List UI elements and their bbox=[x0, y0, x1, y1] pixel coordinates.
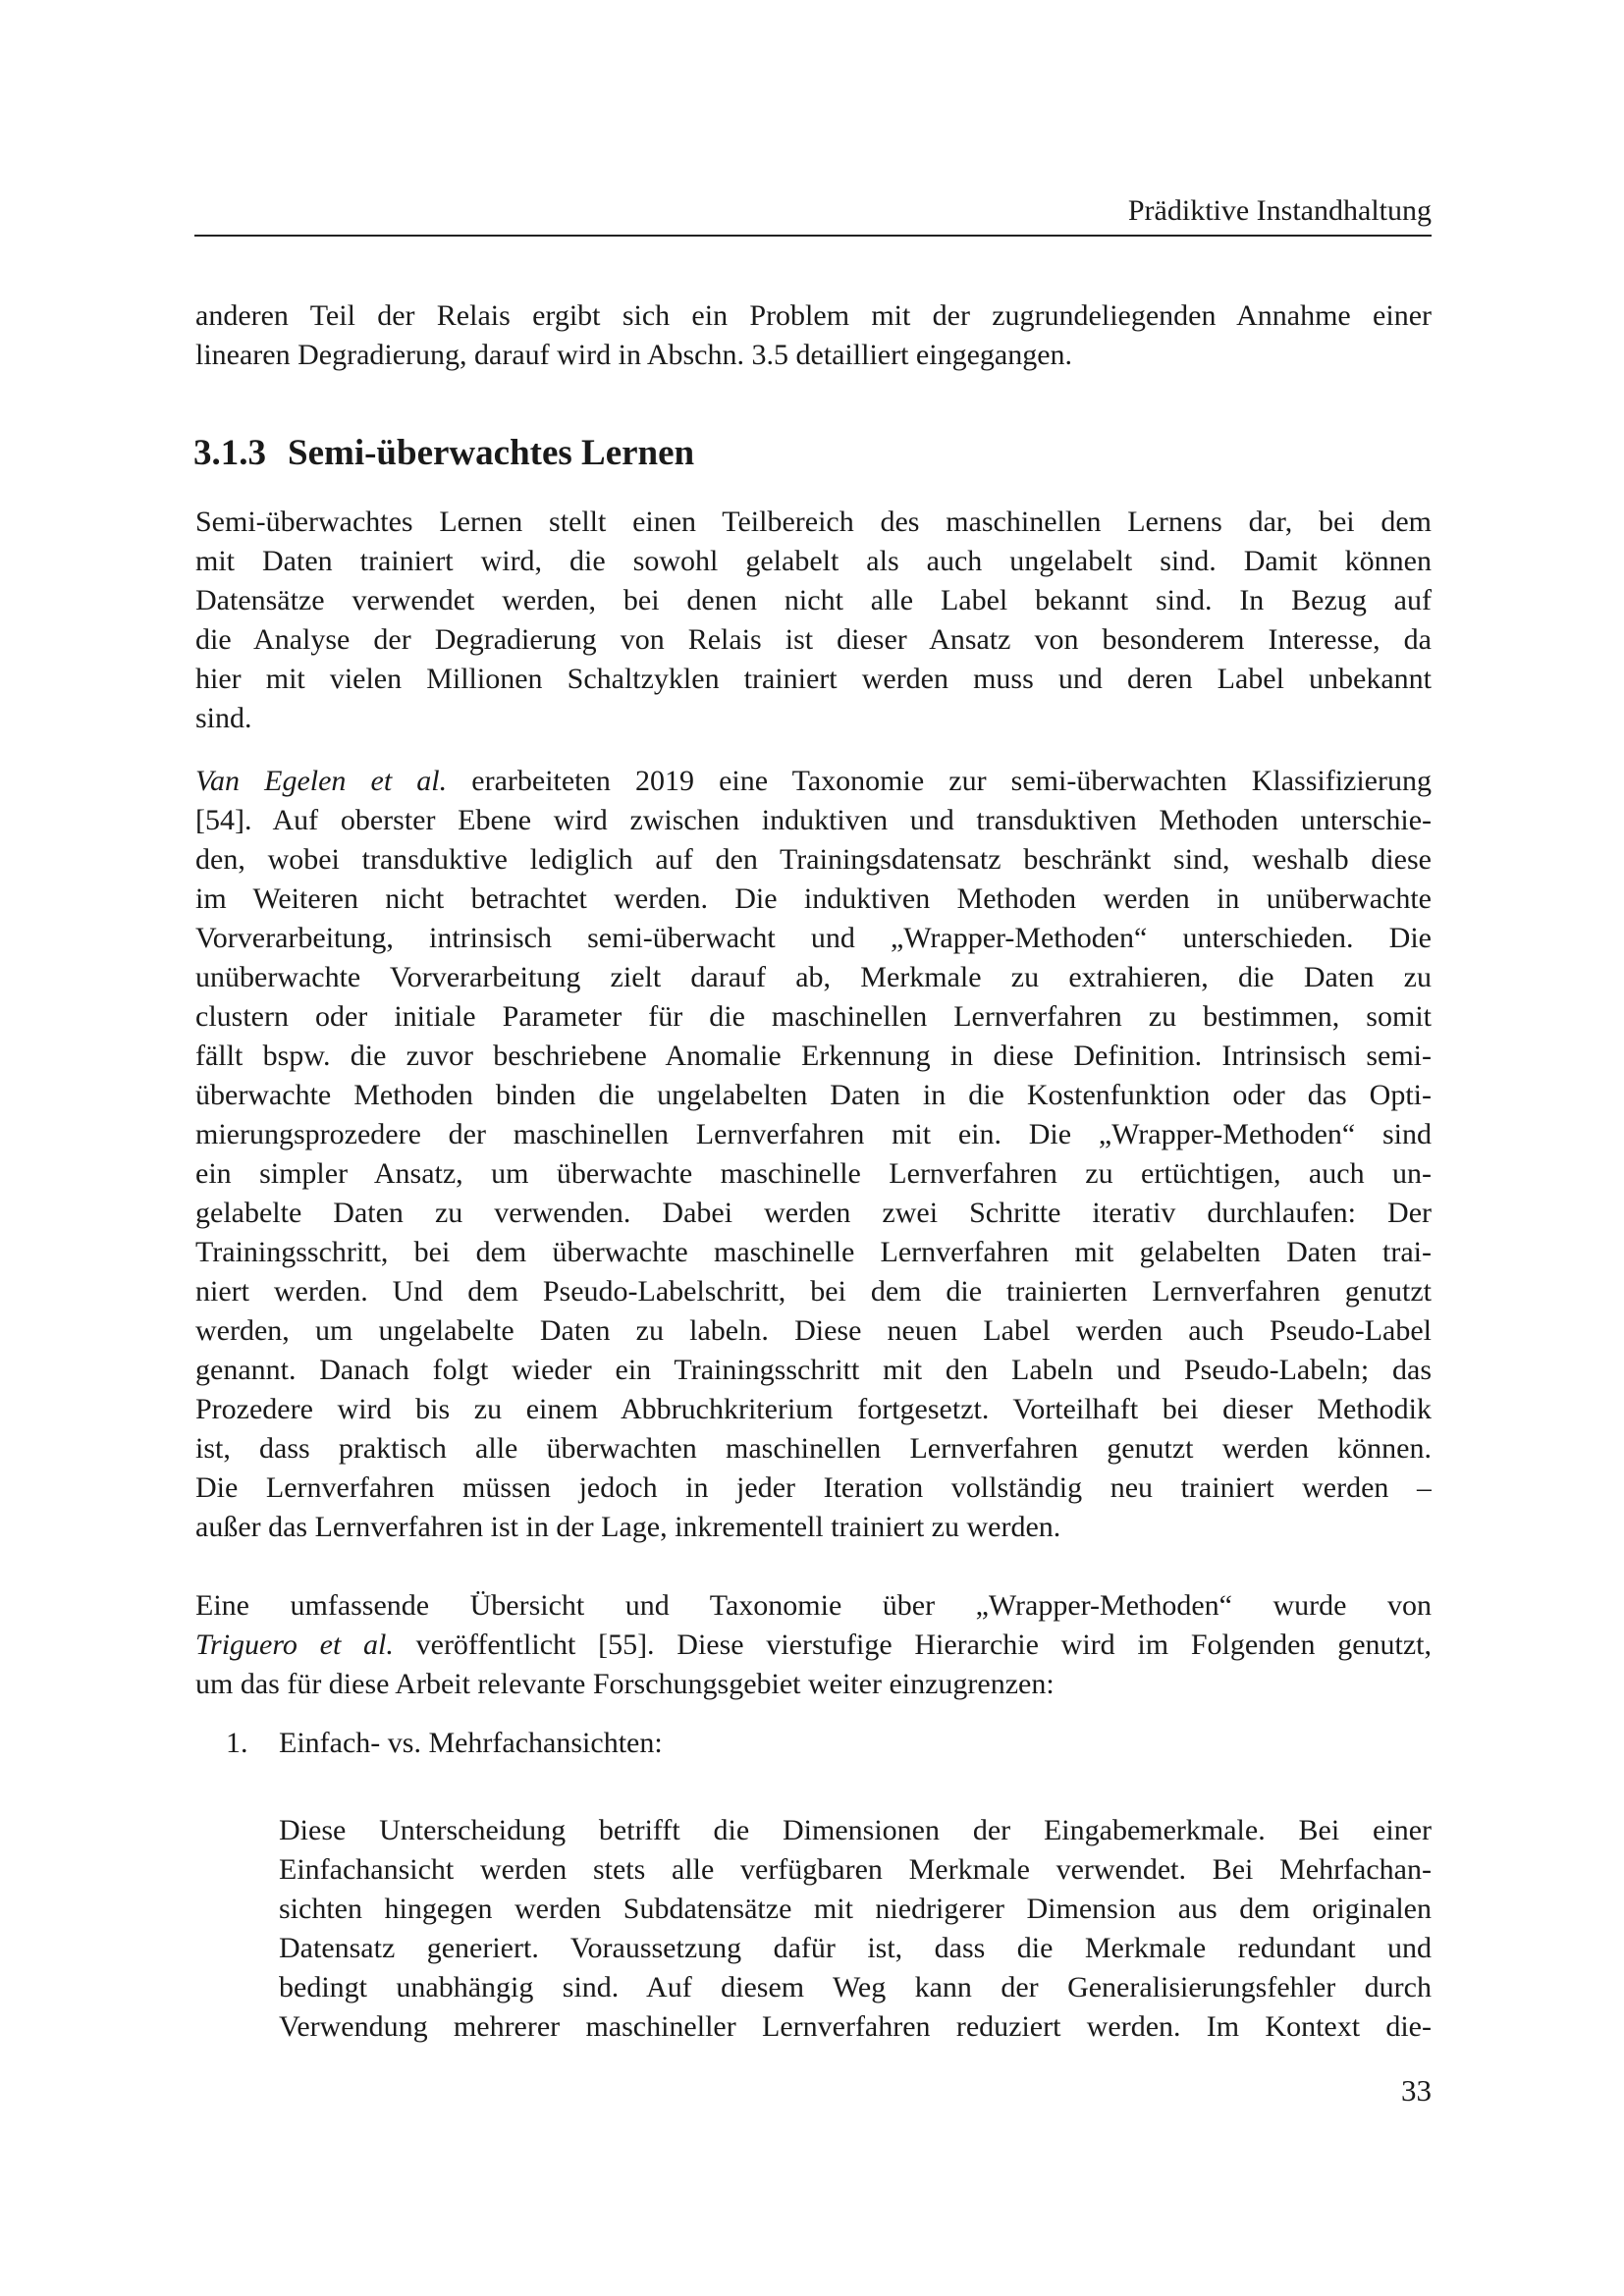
header-rule bbox=[194, 235, 1432, 237]
list-item-1 bbox=[226, 1724, 663, 1763]
text-line: ein simpler Ansatz, um überwachte maschinelle Lernverfahren zu ertüchtigen, auch un- bbox=[195, 1157, 1432, 1190]
text-line: unüberwachte Vorverarbeitung zielt darauf ab, Merkmale zu extrahieren, die Daten zu bbox=[195, 961, 1432, 993]
paragraph-wrapper-overview bbox=[195, 1586, 1432, 1704]
text-line: Trainingsschritt, bei dem überwachte maschinelle Lernverfahren mit gelabelten Daten trai- bbox=[195, 1236, 1432, 1268]
text-line: mit Daten trainiert wird, die sowohl gelabelt als auch ungelabelt sind. Damit können bbox=[195, 545, 1432, 577]
text-line: Semi-überwachtes Lernen stellt einen Teilbereich des maschinellen Lernens dar, bei dem bbox=[195, 506, 1432, 538]
text-line: clustern oder initiale Parameter für die maschinellen Lernverfahren zu bestimmen, somit bbox=[195, 1000, 1432, 1033]
text-line: anderen Teil der Relais ergibt sich ein Problem mit der zugrundeliegenden Annahme einer bbox=[195, 299, 1432, 332]
text-line: um das für diese Arbeit relevante Forschungsgebiet weiter einzugrenzen: bbox=[195, 1668, 1055, 1700]
text-line: Prozedere wird bis zu einem Abbruchkriterium fortgesetzt. Vorteilhaft bei dieser Methodik bbox=[195, 1393, 1432, 1425]
text-line: sind. bbox=[195, 702, 252, 734]
page-number: 33 bbox=[1401, 2073, 1432, 2108]
text-line: genannt. Danach folgt wieder ein Trainingsschritt mit den Labeln und Pseudo-Labeln; das bbox=[195, 1354, 1432, 1386]
section-title: Semi-überwachtes Lernen bbox=[288, 433, 695, 473]
text-line: [54]. Auf oberster Ebene wird zwischen induktiven und transduktiven Methoden unterschie- bbox=[195, 804, 1432, 836]
section-heading bbox=[193, 432, 694, 475]
text-line: die Analyse der Degradierung von Relais ist dieser Ansatz von besonderem Interesse, da bbox=[195, 623, 1432, 656]
text-line: Datensatz generiert. Voraussetzung dafür ist, dass die Merkmale redundant und bbox=[279, 1932, 1432, 1964]
text-line: Diese Unterscheidung betrifft die Dimensionen der Eingabemerkmale. Bei einer bbox=[279, 1814, 1432, 1846]
text-line: Verwendung mehrerer maschineller Lernverfahren reduziert werden. Im Kontext die- bbox=[279, 2010, 1432, 2043]
text-line: Vorverarbeitung, intrinsisch semi-überwacht und „Wrapper-Methoden“ unterschieden. Die bbox=[195, 922, 1432, 954]
text-line: ist, dass praktisch alle überwachten maschinellen Lernverfahren genutzt werden können. bbox=[195, 1432, 1432, 1465]
text-line: außer das Lernverfahren ist in der Lage, inkrementell trainiert zu werden. bbox=[195, 1511, 1061, 1543]
text-line: hier mit vielen Millionen Schaltzyklen trainiert werden muss und deren Label unbekannt bbox=[195, 663, 1432, 695]
text-line: Die Lernverfahren müssen jedoch in jeder Iteration vollständig neu trainiert werden – bbox=[195, 1471, 1432, 1504]
text-line: im Weiteren nicht betrachtet werden. Die induktiven Methoden werden in unüberwachte bbox=[195, 882, 1432, 915]
text-line: den, wobei transduktive lediglich auf den Trainingsdatensatz beschränkt sind, weshalb diese bbox=[195, 843, 1432, 876]
paragraph-semi-supervised bbox=[195, 503, 1432, 738]
text-line: linearen Degradierung, darauf wird in Abschn. 3.5 detailliert eingegangen. bbox=[195, 339, 1073, 371]
text-line: fällt bspw. die zuvor beschriebene Anomalie Erkennung in diese Definition. Intrinsisch semi- bbox=[195, 1040, 1432, 1072]
list-item-paragraph bbox=[279, 1811, 1432, 2047]
text-line: Van Egelen et al. erarbeiteten 2019 eine Taxonomie zur semi-überwachten Klassifizierung bbox=[195, 765, 1432, 797]
text-line: werden, um ungelabelte Daten zu labeln. Diese neuen Label werden auch Pseudo-Label bbox=[195, 1314, 1432, 1347]
list-item-number: 1. bbox=[226, 1727, 248, 1759]
paragraph-intro bbox=[195, 296, 1432, 375]
text-line: Triguero et al. veröffentlicht [55]. Diese vierstufige Hierarchie wird im Folgenden genutzt, bbox=[195, 1629, 1432, 1661]
list-item-label: Einfach- vs. Mehrfachansichten: bbox=[279, 1727, 663, 1759]
text-line: mierungsprozedere der maschinellen Lernverfahren mit ein. Die „Wrapper-Methoden“ sind bbox=[195, 1118, 1432, 1150]
text-line: sichten hingegen werden Subdatensätze mit niedrigerer Dimension aus dem originalen bbox=[279, 1893, 1432, 1925]
text-line: Eine umfassende Übersicht und Taxonomie über „Wrapper-Methoden“ wurde von bbox=[195, 1589, 1432, 1622]
running-header-title: Prädiktive Instandhaltung bbox=[1127, 194, 1432, 227]
text-line: überwachte Methoden binden die ungelabelten Daten in die Kostenfunktion oder das Opti- bbox=[195, 1079, 1432, 1111]
text-line: Einfachansicht werden stets alle verfügbaren Merkmale verwendet. Bei Mehrfachan- bbox=[279, 1853, 1432, 1886]
text-line: gelabelte Daten zu verwenden. Dabei werden zwei Schritte iterativ durchlaufen: Der bbox=[195, 1197, 1432, 1229]
text-line: niert werden. Und dem Pseudo-Labelschritt, bei dem die trainierten Lernverfahren genutzt bbox=[195, 1275, 1432, 1308]
paragraph-taxonomy bbox=[195, 762, 1432, 1547]
section-number: 3.1.3 bbox=[193, 433, 266, 473]
text-line: Datensätze verwendet werden, bei denen nicht alle Label bekannt sind. In Bezug auf bbox=[195, 584, 1432, 616]
text-line: bedingt unabhängig sind. Auf diesem Weg kann der Generalisierungsfehler durch bbox=[279, 1971, 1432, 2003]
